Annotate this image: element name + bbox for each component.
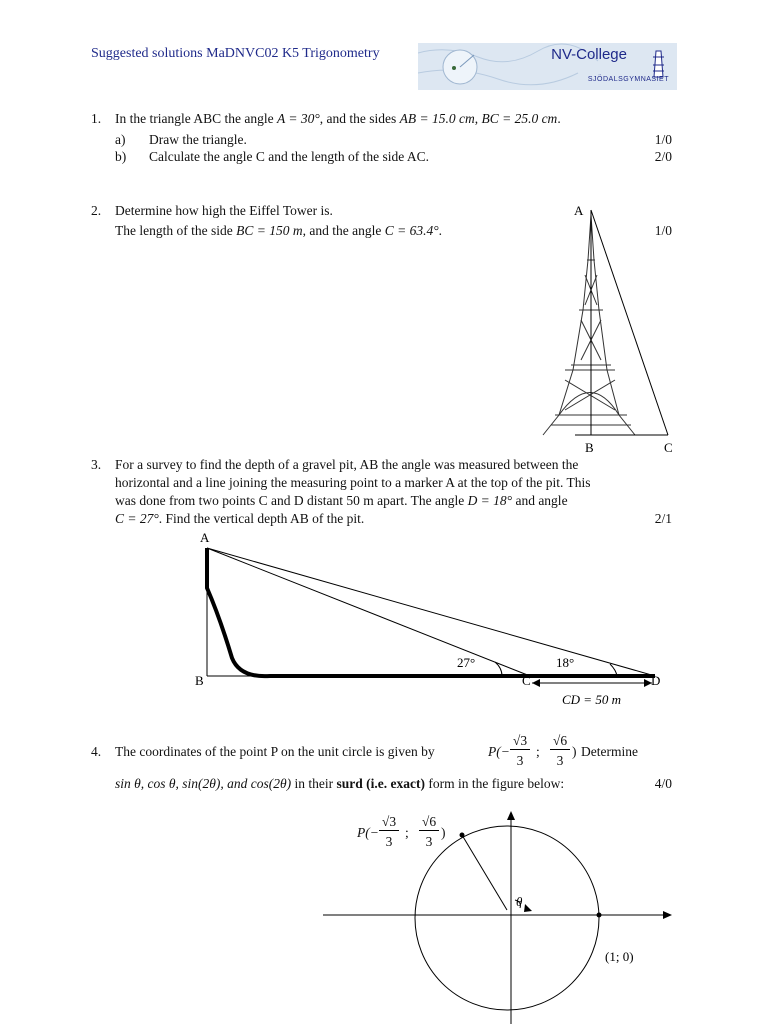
- school-banner: [418, 43, 677, 90]
- q4-points: 4/0: [654, 776, 672, 791]
- point-p: [460, 833, 465, 838]
- pit-label-c: C: [522, 673, 531, 688]
- q3-line1: For a survey to find the depth of a gravel pit, AB the angle was measured between the: [115, 457, 579, 472]
- q2-number: 2.: [91, 203, 102, 218]
- q4-number: 4.: [91, 744, 102, 759]
- q3-points: 2/1: [654, 511, 672, 526]
- q1a-points: 1/0: [654, 132, 672, 147]
- tower-label-b: B: [585, 440, 594, 455]
- q1-number: 1.: [91, 111, 102, 126]
- pit-angle-d-label: 18°: [556, 655, 575, 670]
- q3-line3: was done from two points C and D distant 50 m apart. The angle D = 18° and angle: [115, 493, 568, 508]
- tower-line-ac: [591, 210, 668, 435]
- x-axis-arrowhead: [663, 911, 672, 919]
- q1b-points: 2/0: [654, 149, 672, 164]
- pit-label-d: D: [651, 673, 661, 688]
- pit-label-b: B: [195, 673, 204, 688]
- q2-line2: The length of the side BC = 150 m, and the angle C = 63.4°.: [115, 223, 442, 238]
- pit-cd-label: CD = 50 m: [562, 692, 621, 707]
- q2-line1: Determine how high the Eiffel Tower is.: [115, 203, 333, 218]
- q4-line1-text: The coordinates of the point P on the unit circle is given by: [115, 744, 435, 759]
- point-1-0-label: (1; 0): [605, 949, 634, 964]
- tower-label-a: A: [574, 203, 584, 218]
- q1a-text: Draw the triangle.: [149, 132, 247, 147]
- eiffel-tower-drawing: [543, 215, 635, 435]
- q1b-text: Calculate the angle C and the length of the side AC.: [149, 149, 430, 164]
- page-header-title: Suggested solutions MaDNVC02 K5 Trigonometry: [91, 46, 380, 61]
- pit-cd-arrowhead-left: [532, 679, 540, 687]
- pit-label-a: A: [200, 530, 210, 545]
- school-subtitle: SJÖDALSGYMNASIET: [587, 76, 669, 83]
- q1b-label: b): [115, 149, 127, 164]
- q3-line2: horizontal and a line joining the measuring point to a marker A at the top of the pit. This: [115, 475, 591, 490]
- theta-arrowhead: [524, 904, 532, 912]
- q1-text: In the triangle ABC the angle A = 30°, and the sides AB = 15.0 cm, BC = 25.0 cm.: [115, 111, 561, 126]
- eiffel-tower-figure: [515, 200, 690, 458]
- gravel-pit-figure: [190, 528, 670, 713]
- q2-points: 1/0: [654, 223, 672, 238]
- pit-line-ac: [207, 548, 530, 676]
- pit-angle-c-label: 27°: [457, 655, 476, 670]
- theta-label: θ: [516, 894, 523, 909]
- radius-op: [462, 835, 507, 910]
- q3-line4: C = 27°. Find the vertical depth AB of the pit.: [115, 511, 365, 526]
- q1a-label: a): [115, 132, 126, 147]
- q4-line2: sin θ, cos θ, sin(2θ), and cos(2θ) in their surd (i.e. exact) form in the figure below:: [115, 776, 565, 791]
- pit-line-ad: [207, 548, 655, 676]
- y-axis-arrowhead: [507, 811, 515, 820]
- tower-label-c: C: [664, 440, 673, 455]
- q4-line1-end: Determine: [581, 744, 638, 759]
- school-name: NV-College: [551, 46, 627, 63]
- q3-number: 3.: [91, 457, 102, 472]
- point-1-0: [597, 913, 602, 918]
- circle-p-label: P(− √3 3 ; √6 3 ): [357, 814, 446, 849]
